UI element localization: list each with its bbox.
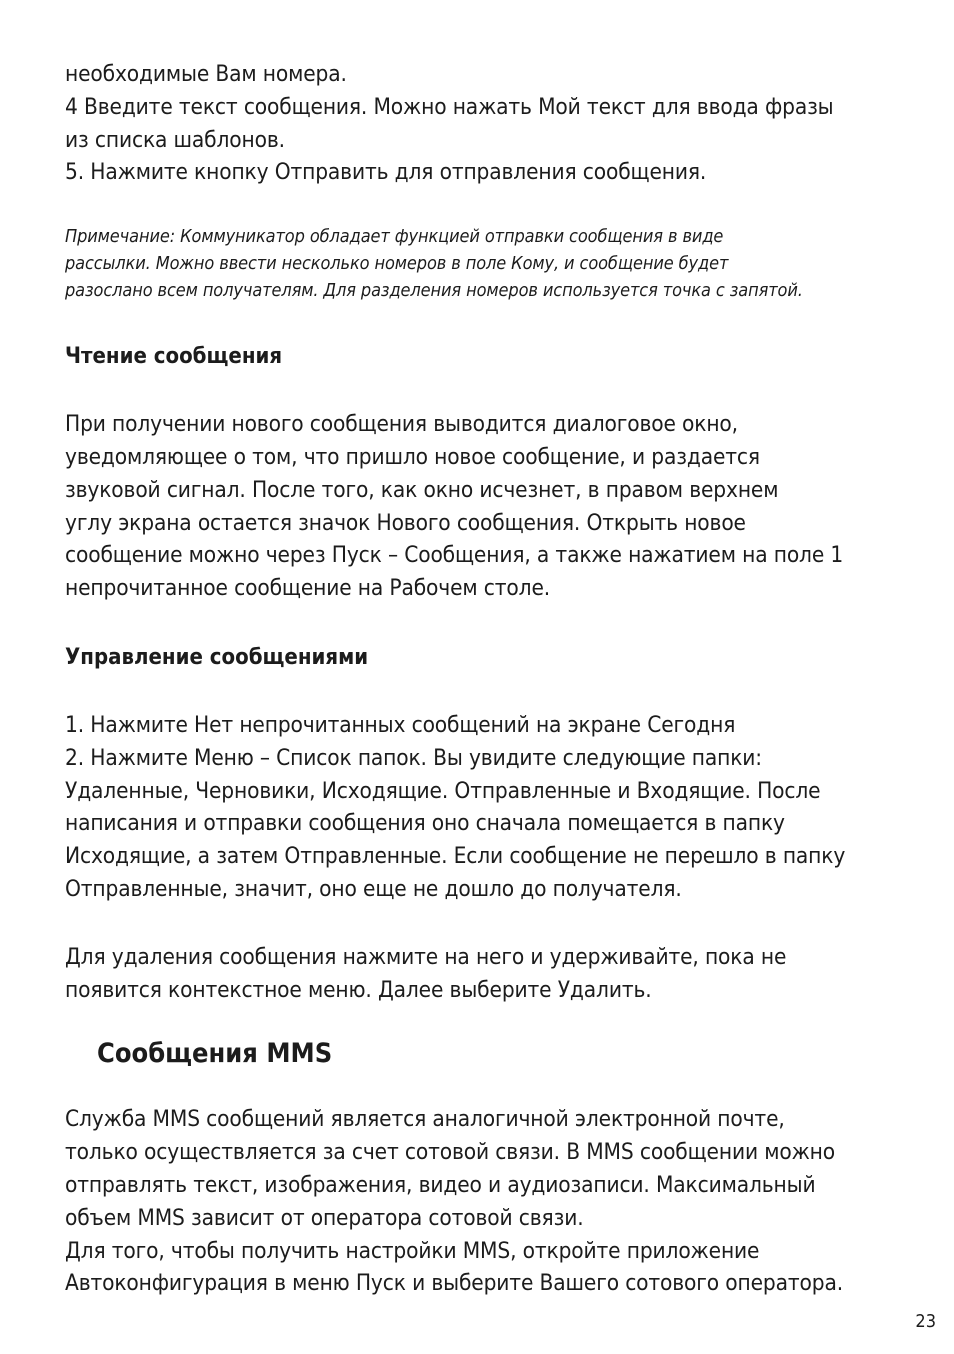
heading-reading: Чтение сообщения <box>65 344 283 370</box>
heading-mms: Сообщения MMS <box>97 1038 333 1070</box>
intro-paragraph: необходимые Вам номера. 4 Введите текст сообщения. Можно нажать Мой текст для ввода фразы из списка шаблонов. 5. Нажмите кнопку Отправить для отправления сообщения. <box>65 61 834 186</box>
heading-manage: Управление сообщениями <box>65 644 369 670</box>
delete-paragraph: Для удаления сообщения нажмите на него и удерживайте, пока не появится контекстное меню. Далее выберите Удалить. <box>65 943 787 1003</box>
note-paragraph: Примечание: Коммуникатор обладает функцией отправки сообщения в виде рассылки. Можно ввести несколько номеров в поле Кому, и сообщение будет разослано всем получателям. Для разделения номеров используется точка с запятой. <box>65 226 803 302</box>
manage-steps-paragraph: 1. Нажмите Нет непрочитанных сообщений на экране Сегодня 2. Нажмите Меню – Список папок. Вы увидите следующие папки: Удаленные, Черновики, Исходящие. Отправленные и Входящие. После написания и отправки сообщения оно сначала помещается в папку Исходящие, а затем Отправленные. Если сообщение не перешло в папку Отправленные, значит, оно еще не дошло до получателя. <box>65 711 846 902</box>
page-number: 23 <box>915 1311 936 1332</box>
mms-paragraph: Служба MMS сообщений является аналогичной электронной почте, только осуществляется за счет сотовой связи. В MMS сообщении можно отправлять текст, изображения, видео и аудиозаписи. Максимальный объем MMS зависит от оператора сотовой связи. Для того, чтобы получить настройки MMS, откройте приложение Автоконфигурация в меню Пуск и выберите Вашего сотового оператора. <box>65 1106 843 1297</box>
reading-paragraph: При получении нового сообщения выводится диалоговое окно, уведомляющее о том, что пришло новое сообщение, и раздается звуковой сигнал. После того, как окно исчезнет, в правом верхнем углу экрана остается значок Нового сообщения. Открыть новое сообщение можно через Пуск – Сообщения, а также нажатием на поле 1 непрочитанное сообщение на Рабочем столе. <box>65 411 844 602</box>
document-page <box>65 58 905 1300</box>
